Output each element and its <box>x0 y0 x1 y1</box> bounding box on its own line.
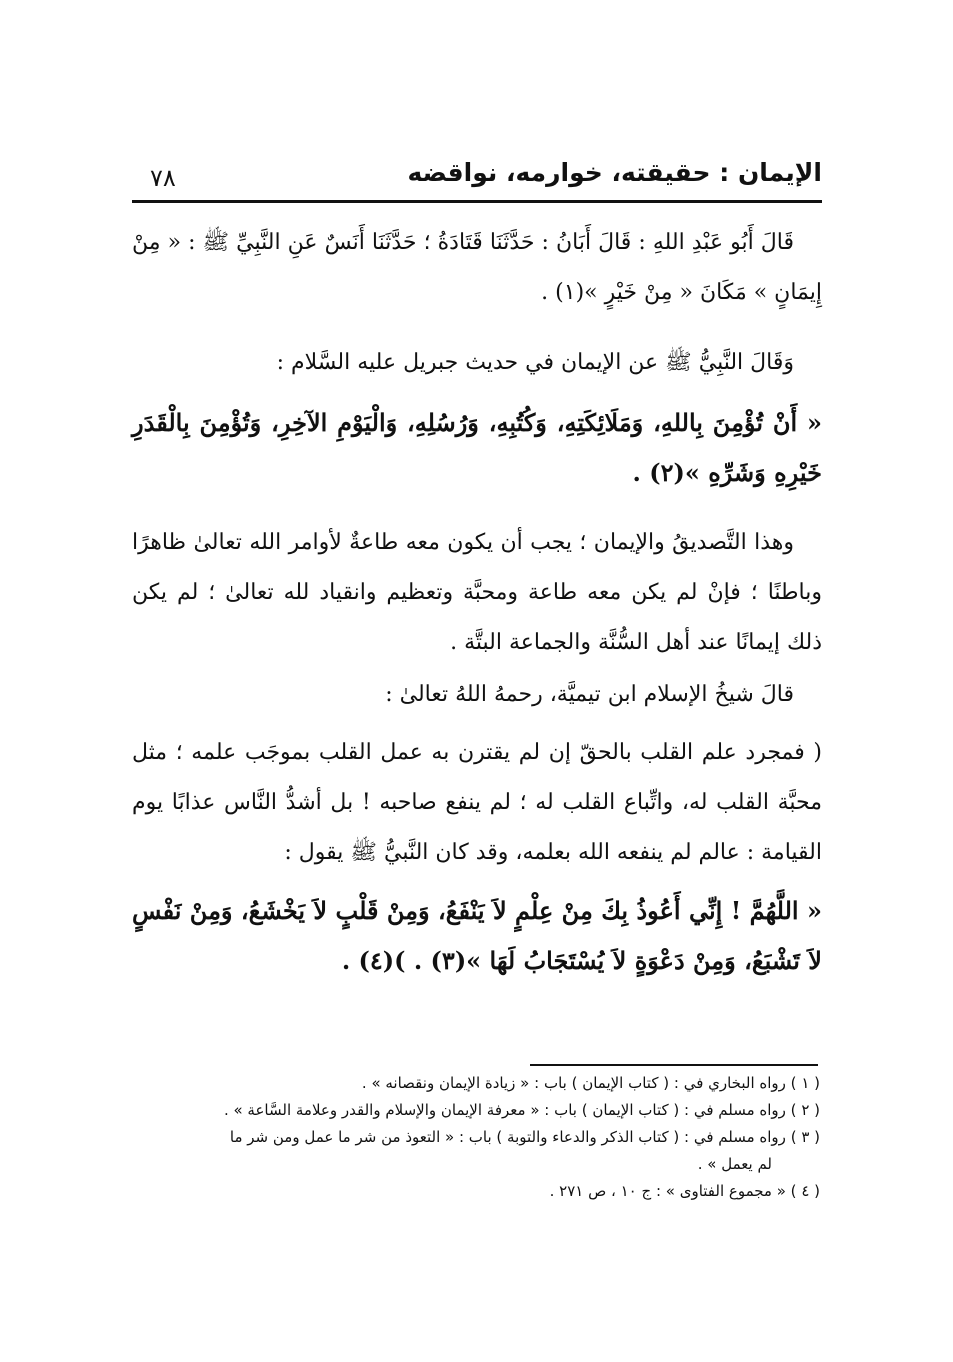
paragraph-hadith-narration: قَالَ أَبُو عَبْدِ اللهِ : قَالَ أَبَانُ : حَدَّثَنَا قَتَادَةُ ؛ حَدَّثَنَا أَنَسٌ عَنِ النَّبِيِّ ﷺ : « مِنْ إِيمَانٍ » مَكَانَ « مِنْ خَيْرٍ »(١) . <box>132 230 822 305</box>
page-header <box>132 158 822 198</box>
page-number: ٧٨ <box>150 164 176 192</box>
paragraph-tasdiq: وهذا التَّصديقُ والإيمان ؛ يجب أن يكون معه طاعةٌ لأوامر الله تعالىٰ ظاهرًا وباطنًا ؛ فإنْ لم يكن معه طاعة ومحبَّة وتعظيم وانقياد لله تعالىٰ ؛ لم يكن ذلك إيمانًا عند أهل السُّنَّة والجماعة البتَّة . <box>132 530 822 655</box>
footnote-2: ( ٢ ) رواه مسلم في : ( كتاب الإيمان ) باب : « معرفة الإيمان والإسلام والقدر وعلامة السَّاعة » . <box>223 1101 820 1119</box>
footnote-3: ( ٣ ) رواه مسلم في : ( كتاب الذكر والدعاء والتوبة ) باب : « التعوذ من شر ما عمل ومن شر ما <box>229 1128 820 1146</box>
header-divider <box>132 200 822 203</box>
footnote-3-continuation: لم يعمل » . <box>697 1155 772 1173</box>
footnotes <box>140 1070 820 1205</box>
footnote-divider <box>530 1064 818 1066</box>
paragraph-ibn-taymiyyah-intro: قالَ شيخُ الإسلام ابن تيميَّة، رحمهُ اللهُ تعالىٰ : <box>385 682 794 707</box>
paragraph-hadith-jibril: « أَنْ تُؤْمِنَ بِاللهِ، وَمَلَائِكَتِهِ، وَكُتُبِهِ، وَرُسُلِهِ، وَالْيَوْمِ الآخِرِ، وَتُؤْمِنَ بِالْقَدَرِ خَيْرِهِ وَشَرِّهِ »(٢) . <box>132 408 822 487</box>
footnote-1: ( ١ ) رواه البخاري في : ( كتاب الإيمان ) باب : « زيادة الإيمان ونقصانه » . <box>361 1074 820 1092</box>
running-title: الإيمان : حقيقته، خوارمه، نواقضه <box>407 158 822 187</box>
paragraph-dua-hadith: « اللَّهُمَّ ! إِنِّي أَعُوذُ بِكَ مِنْ عِلْمٍ لاَ يَنْفَعُ، وَمِنْ قَلْبٍ لاَ يَخْشَعُ، وَمِنْ نَفْسٍ لاَ تَشْبَعُ، وَمِنْ دَعْوَةٍ لاَ يُسْتَجَابُ لَهَا »(٣) . )(٤) . <box>132 896 822 975</box>
footnote-4: ( ٤ ) « مجموع الفتاوى » : ج ١٠ ، ص ٢٧١ . <box>549 1182 820 1200</box>
paragraph-ibn-taymiyyah-quote: ( فمجرد علم القلب بالحقّ إن لم يقترن به عمل القلب بموجَب علمه ؛ مثل محبَّة القلب له، واتِّباع القلب له ؛ لم ينفع صاحبه ! بل أشدُّ النَّاس عذابًا يوم القيامة : عالم لم ينفعه الله بعلمه، وقد كان النَّبيُّ ﷺ يقول : <box>132 740 822 865</box>
paragraph-jibril-intro: وَقَالَ النَّبِيُّ ﷺ عن الإيمان في حديث جبريل عليه السَّلام : <box>276 350 794 375</box>
